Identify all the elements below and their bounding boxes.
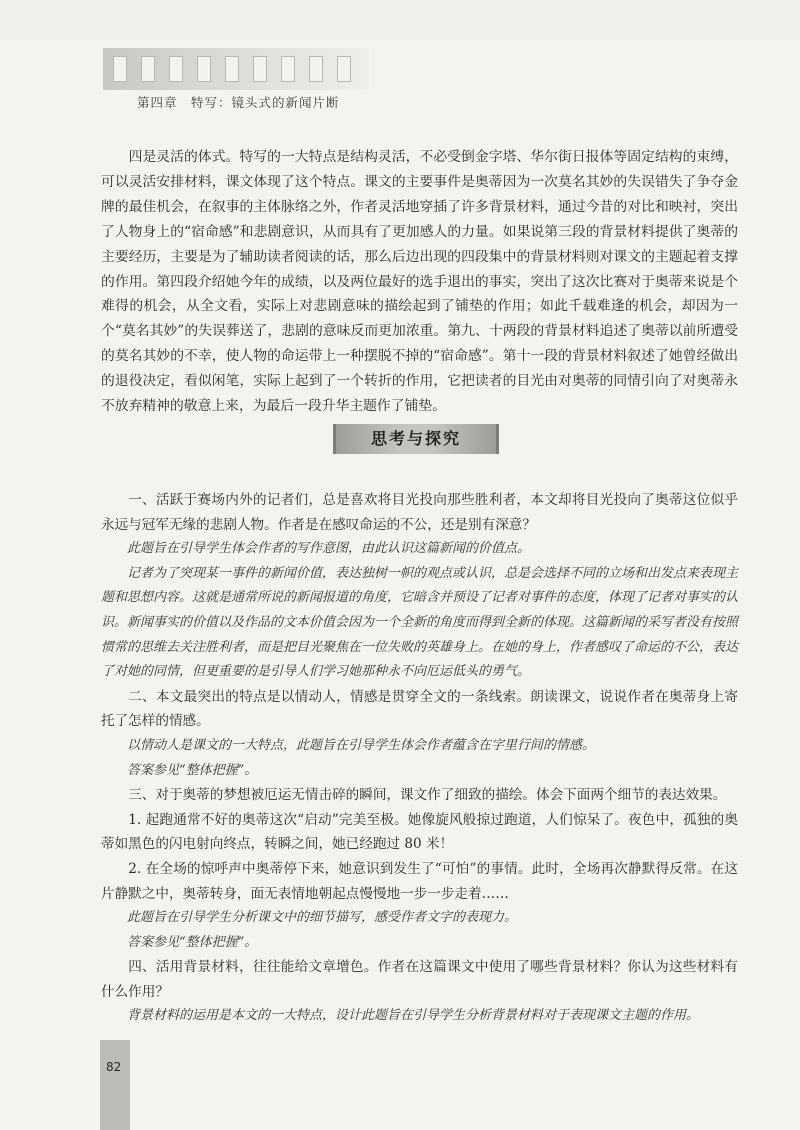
question-3: 三、对于奥蒂的梦想被厄运无情击碎的瞬间，课文作了细致的描绘。体会下面两个细节的表达效果。: [128, 787, 727, 804]
answer-note: 以情动人是课文的一大特点，此题旨在引导学生体会作者蕴含在字里行间的情感。: [127, 737, 596, 753]
page-number: 82: [106, 1060, 122, 1074]
answer-note: 答案参见“整体把握”。: [127, 762, 258, 778]
answer-note: 此题旨在引导学生体会作者的写作意图，由此认识这篇新闻的价值点。: [127, 541, 531, 557]
question-3-detail-2: 2. 在全场的惊呼声中奥蒂停下来，她意识到发生了“可怕”的事情。此时，全场再次静默得反常。在这片静默之中，奥蒂转身，面无表情地朝起点慢慢地一步一步走着……: [101, 860, 738, 902]
answer-note: 背景材料的运用是本文的一大特点，设计此题旨在引导学生分析背景材料对于表现课文主题的作用。: [127, 1008, 700, 1024]
page-number-tab: [100, 1040, 130, 1130]
question-1: 一、活跃于赛场内外的记者们，总是喜欢将目光投向那些胜利者，本文却将目光投向了奥蒂这位似乎永远与冠军无缘的悲剧人物。作者是在感叹命运的不公，还是别有深意？: [101, 492, 738, 533]
section-title: 思考与探究: [333, 424, 499, 454]
header-decoration: [103, 48, 369, 90]
answer-note: 此题旨在引导学生分析课文中的细节描写，感受作者文字的表现力。: [127, 910, 518, 926]
answer-note: 记者为了突现某一事件的新闻价值，表达独树一帜的观点或认识，总是会选择不同的立场和出发点来表现主题和思想内容。这就是通常所说的新闻报道的角度，它暗含并预设了记者对事件的态度，体现了记者对事实的认识。新闻事实的价值以及作品的文本价值会因为一个全新的角度而得到全新的体现。这篇新闻的采写者没有按照惯常的思维去关注胜利者，而是把目光聚焦在一位失败的英雄身上。在她的身上，作者感叹了命运的不公，表达了对她的同情，但更重要的是引导人们学习她那种永不向厄运低头的勇气。: [101, 565, 739, 680]
chapter-title: 第四章 特写：镜头式的新闻片断: [137, 95, 340, 110]
question-3-detail-1: 1. 起跑通常不好的奥蒂这次“启动”完美至极。她像旋风般掠过跑道，人们惊呆了。夜色中，孤独的奥蒂如黑色的闪电射向终点，转瞬之间，她已经跑过 80 米！: [101, 811, 738, 853]
answer-note: 答案参见“整体把握”。: [127, 934, 258, 950]
questions-block: [101, 488, 738, 1029]
body-paragraph: 四是灵活的体式。特写的一大特点是结构灵活，不必受倒金字塔、华尔街日报体等固定结构的束缚，可以灵活安排材料，课文体现了这个特点。课文的主要事件是奥蒂因为一次莫名其妙的失误错失了争夺金牌的最佳机会，在叙事的主体脉络之外，作者灵活地穿插了许多背景材料，通过今昔的对比和映衬，突出了人物身上的“宿命感”和悲剧意识，从而具有了更加感人的力量。如果说第三段的背景材料提供了奥蒂的主要经历，主要是为了辅助读者阅读的话，那么后边出现的四段集中的背景材料则对课文的主题起着支撑的作用。第四段介绍她今年的成绩，以及两位最好的选手退出的事实，突出了这次比赛对于奥蒂来说是个难得的机会，从全文看，实际上对悲剧意味的描绘起到了铺垫的作用；如此千载难逢的机会，却因为一个“莫名其妙”的失误葬送了，悲剧的意味反而更加浓重。第九、十两段的背景材料追述了奥蒂以前所遭受的莫名其妙的不幸，使人物的命运带上一种摆脱不掉的“宿命感”。第十一段的背景材料叙述了她曾经做出的退役决定，看似闲笔，实际上起到了一个转折的作用，它把读者的目光由对奥蒂的同情引向了对奥蒂永不放弃精神的敬意上来，为最后一段升华主题作了铺垫。: [101, 149, 738, 415]
question-4: 四、活用背景材料，往往能给文章增色。作者在这篇课文中使用了哪些背景材料？你认为这些材料有什么作用？: [101, 959, 738, 1000]
question-2: 二、本文最突出的特点是以情动人，情感是贯穿全文的一条线索。朗读课文，说说作者在奥蒂身上寄托了怎样的情感。: [101, 688, 738, 730]
